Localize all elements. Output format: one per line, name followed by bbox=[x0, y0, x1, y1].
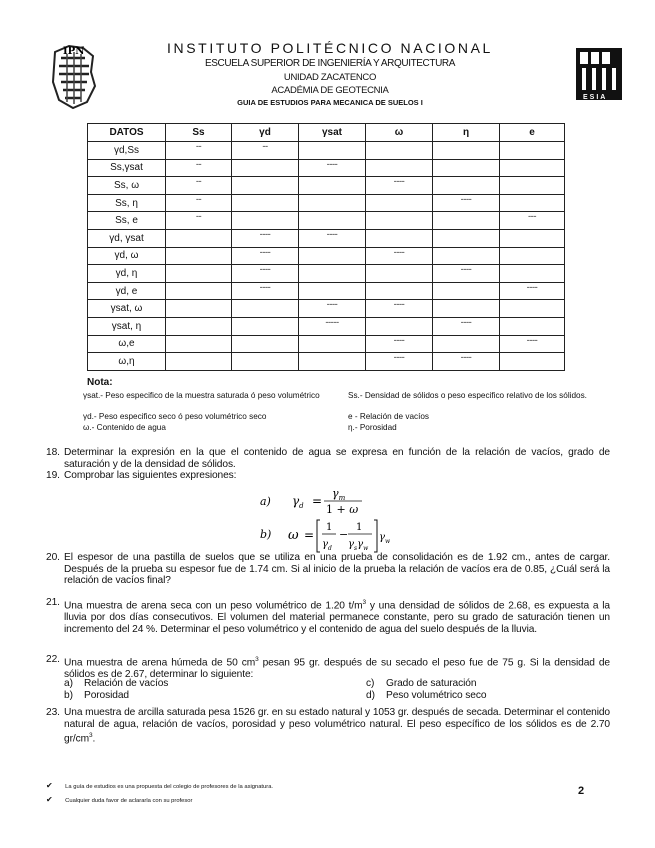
svg-text:γsγw: $\gamma_s\gamma_w$ bbox=[348, 539, 369, 552]
table-row bbox=[88, 300, 565, 318]
svg-text:γm: $\gamma_m$ bbox=[332, 487, 346, 502]
table-cell bbox=[166, 282, 232, 300]
note-omega: ω.- Contenido de agua bbox=[83, 423, 166, 432]
table-cell bbox=[166, 300, 232, 318]
svg-text:ESIA: ESIA bbox=[583, 94, 608, 101]
row-label: γsat, ω bbox=[88, 300, 166, 318]
table-cell bbox=[166, 317, 232, 335]
table-cell bbox=[500, 142, 565, 160]
col-header: γd bbox=[232, 124, 299, 142]
table-cell bbox=[500, 300, 565, 318]
guide-title: GUIA DE ESTUDIOS PARA MECANICA DE SUELOS I bbox=[237, 98, 423, 107]
table-row bbox=[88, 229, 565, 247]
svg-text:ω: ω bbox=[288, 528, 299, 543]
table-row bbox=[88, 317, 565, 335]
table-cell bbox=[500, 194, 565, 212]
table-cell bbox=[232, 159, 299, 177]
table-cell bbox=[299, 282, 366, 300]
svg-text:1 + ω: 1 + ω bbox=[326, 503, 359, 516]
question-number: 19. bbox=[46, 470, 60, 481]
col-header: DATOS bbox=[88, 124, 166, 142]
table-cell bbox=[433, 282, 500, 300]
svg-text:=: = bbox=[312, 494, 323, 508]
row-label: γsat, η bbox=[88, 317, 166, 335]
table-cell: ---- bbox=[433, 194, 500, 212]
question-text: Comprobar las siguientes expresiones: bbox=[64, 470, 237, 481]
table-cell bbox=[366, 142, 433, 160]
question-number: 23. bbox=[46, 707, 60, 718]
question-23 bbox=[46, 707, 610, 747]
table-cell: ---- bbox=[500, 335, 565, 353]
table-cell: --- bbox=[500, 212, 565, 230]
nota-title: Nota: bbox=[87, 377, 113, 388]
table-row bbox=[88, 159, 565, 177]
bullet-icon: ✔ bbox=[46, 795, 53, 804]
note-e: e - Relación de vacíos bbox=[348, 412, 430, 421]
row-label: γd, γsat bbox=[88, 229, 166, 247]
svg-text:−: − bbox=[339, 528, 349, 541]
table-cell: ---- bbox=[299, 300, 366, 318]
table-cell bbox=[433, 229, 500, 247]
table-cell bbox=[366, 194, 433, 212]
table-row bbox=[88, 177, 565, 195]
footer-note-2: ✔ Cualquier duda favor de aclararla con su profesor bbox=[46, 795, 193, 804]
table-cell: ---- bbox=[299, 159, 366, 177]
note-ss: Ss.- Densidad de sólidos o peso especifico relativo de los sólidos. bbox=[348, 391, 587, 400]
table-cell bbox=[366, 265, 433, 283]
table-cell bbox=[433, 212, 500, 230]
table-cell: ---- bbox=[366, 335, 433, 353]
table-cell: ---- bbox=[433, 317, 500, 335]
table-cell bbox=[366, 159, 433, 177]
row-label: Ss,γsat bbox=[88, 159, 166, 177]
table-cell bbox=[500, 353, 565, 371]
col-header: ω bbox=[366, 124, 433, 142]
table-cell bbox=[232, 212, 299, 230]
question-number: 21. bbox=[46, 597, 60, 608]
row-label: γd,Ss bbox=[88, 142, 166, 160]
school-name: ESCUELA SUPERIOR DE INGENIERÍA Y ARQUITECTURA bbox=[204, 58, 456, 69]
table-cell bbox=[299, 265, 366, 283]
question-number: 18. bbox=[46, 447, 60, 458]
note-eta: η.- Porosidad bbox=[348, 423, 397, 432]
table-row bbox=[88, 142, 565, 160]
table-cell bbox=[433, 247, 500, 265]
option-text: Relación de vacíos bbox=[84, 678, 169, 689]
table-cell: ---- bbox=[366, 353, 433, 371]
option-label: c) bbox=[366, 678, 375, 689]
question-text: Una muestra de arena húmeda de 50 $cm^3$ pesan 95 gr. después de su secado el peso fue de 75 g. Si la densidad de sólidos es de 2.67, determinar lo siguiente: bbox=[64, 656, 610, 680]
table-cell bbox=[433, 177, 500, 195]
table-cell: ---- bbox=[299, 229, 366, 247]
row-label: Ss, e bbox=[88, 212, 166, 230]
row-label: Ss, η bbox=[88, 194, 166, 212]
col-header: γsat bbox=[299, 124, 366, 142]
question-text: El espesor de una pastilla de suelos que se utiliza en una prueba de consolidación es de 1.92 cm., antes de cargar. Después de la prueba su espesor fue de 1.74 cm. Si al inicio de la prueba la relación de vacíos era de 0.85, ¿Cuál será la relación de vacíos final? bbox=[64, 552, 610, 587]
table-cell: ---- bbox=[433, 353, 500, 371]
table-row bbox=[88, 335, 565, 353]
table-header-row bbox=[88, 124, 565, 142]
svg-text:γd: $\gamma_d$ bbox=[322, 539, 332, 552]
page-number: 2 bbox=[578, 785, 585, 797]
table-cell bbox=[299, 353, 366, 371]
table-cell bbox=[232, 335, 299, 353]
svg-text:γw: $\gamma_w$ bbox=[379, 532, 391, 545]
table-row bbox=[88, 194, 565, 212]
question-number: 20. bbox=[46, 552, 60, 563]
unit-name: UNIDAD ZACATENCO bbox=[283, 72, 377, 83]
table-cell bbox=[232, 353, 299, 371]
row-label: ω,η bbox=[88, 353, 166, 371]
table-cell bbox=[366, 282, 433, 300]
table-cell: ---- bbox=[366, 177, 433, 195]
table-cell bbox=[366, 317, 433, 335]
esia-logo bbox=[574, 42, 624, 106]
option-text: Porosidad bbox=[84, 690, 129, 701]
question-number: 22. bbox=[46, 654, 60, 665]
note-gamma-d: γd.- Peso especifico seco ó peso volumétrico seco bbox=[83, 412, 267, 421]
table-cell bbox=[433, 159, 500, 177]
table-cell bbox=[299, 142, 366, 160]
data-table bbox=[87, 123, 565, 371]
academy-name: ACADÉMIA DE GEOTECNIA bbox=[271, 85, 389, 96]
row-label: γd, ω bbox=[88, 247, 166, 265]
table-cell bbox=[232, 194, 299, 212]
question-22 bbox=[46, 654, 610, 704]
table-cell bbox=[366, 229, 433, 247]
table-cell: ---- bbox=[232, 247, 299, 265]
table-cell: -- bbox=[166, 159, 232, 177]
table-cell: ---- bbox=[232, 229, 299, 247]
table-cell bbox=[299, 177, 366, 195]
col-header: Ss bbox=[166, 124, 232, 142]
table-cell bbox=[433, 300, 500, 318]
table-cell: -- bbox=[166, 142, 232, 160]
row-label: γd, e bbox=[88, 282, 166, 300]
question-text: Una muestra de arena seca con un peso volumétrico de 1.20 $t/m^3$ y una densidad de sólidos de 2.68, es expuesta a la lluvia por dos días consecutivos. El volumen del material permanece constante, pero su grado de saturación tienen un incremento del 24 %. Determinar el peso volumétrico y el contenido de agua del suelo después de la lluvia. bbox=[64, 599, 610, 635]
option-text: Peso volumétrico seco bbox=[386, 690, 487, 701]
table-cell: -- bbox=[232, 142, 299, 160]
table-cell bbox=[299, 335, 366, 353]
question-19 bbox=[46, 470, 610, 484]
table-cell bbox=[166, 335, 232, 353]
row-label: γd, η bbox=[88, 265, 166, 283]
table-cell bbox=[166, 229, 232, 247]
svg-text:γd: $\gamma_d$ bbox=[292, 494, 304, 510]
table-cell bbox=[433, 142, 500, 160]
table-cell bbox=[366, 212, 433, 230]
ipn-logo bbox=[49, 42, 99, 112]
svg-text:IPN: IPN bbox=[63, 46, 85, 57]
table-row bbox=[88, 265, 565, 283]
note-gamma-sat: γsat.- Peso especifico de la muestra saturada ó peso volumétrico bbox=[83, 391, 320, 400]
table-cell bbox=[232, 317, 299, 335]
table-cell: ----- bbox=[299, 317, 366, 335]
table-cell bbox=[500, 177, 565, 195]
table-cell bbox=[500, 317, 565, 335]
col-header: e bbox=[500, 124, 565, 142]
table-cell bbox=[299, 247, 366, 265]
row-label: ω,e bbox=[88, 335, 166, 353]
table-cell bbox=[500, 247, 565, 265]
table-cell: ---- bbox=[500, 282, 565, 300]
institute-title: INSTITUTO POLITÉCNICO NACIONAL bbox=[167, 40, 493, 56]
table-row bbox=[88, 212, 565, 230]
question-text: Determinar la expresión en la que el contenido de agua se expresa en función de la relación de vacíos, grado de saturación y de la densidad de sólidos. bbox=[64, 447, 610, 470]
table-cell bbox=[433, 335, 500, 353]
table-cell: ---- bbox=[433, 265, 500, 283]
bullet-icon: ✔ bbox=[46, 781, 53, 790]
table-row bbox=[88, 353, 565, 371]
table-cell bbox=[500, 265, 565, 283]
table-cell bbox=[500, 159, 565, 177]
question-21 bbox=[46, 597, 610, 649]
svg-text:b): b) bbox=[260, 528, 272, 541]
col-header: η bbox=[433, 124, 500, 142]
table-cell bbox=[166, 247, 232, 265]
table-cell: ---- bbox=[366, 247, 433, 265]
table-cell bbox=[232, 300, 299, 318]
table-cell bbox=[299, 212, 366, 230]
formula-a bbox=[258, 486, 378, 519]
question-20 bbox=[46, 552, 610, 592]
svg-text:1: 1 bbox=[326, 522, 333, 533]
svg-text:=: = bbox=[304, 528, 315, 542]
table-cell bbox=[500, 229, 565, 247]
table-cell: ---- bbox=[232, 265, 299, 283]
question-text: Una muestra de arcilla saturada pesa 1526 gr. en su estado natural y 1053 gr. después de secada. Determinar el contenido natural de agua, relación de vacíos, porosidad y peso volumétrico natural. El peso específico de los sólidos es de 2.70 $gr/cm^3$. bbox=[64, 707, 610, 745]
table-cell bbox=[232, 177, 299, 195]
table-cell: -- bbox=[166, 194, 232, 212]
table-cell bbox=[166, 353, 232, 371]
table-cell bbox=[166, 265, 232, 283]
table-cell bbox=[299, 194, 366, 212]
row-label: Ss, ω bbox=[88, 177, 166, 195]
svg-text:a): a) bbox=[260, 495, 271, 508]
option-text: Grado de saturación bbox=[386, 678, 477, 689]
option-label: a) bbox=[64, 678, 73, 689]
table-cell: ---- bbox=[366, 300, 433, 318]
svg-text:1: 1 bbox=[356, 522, 363, 533]
footer-note-1: ✔ La guía de estudios es una propuesta del colegio de profesores de la asignatura. bbox=[46, 781, 274, 790]
table-cell: -- bbox=[166, 212, 232, 230]
option-label: b) bbox=[64, 690, 73, 701]
table-row bbox=[88, 282, 565, 300]
table-row bbox=[88, 247, 565, 265]
table-cell: ---- bbox=[232, 282, 299, 300]
table-cell: -- bbox=[166, 177, 232, 195]
option-label: d) bbox=[366, 690, 375, 701]
